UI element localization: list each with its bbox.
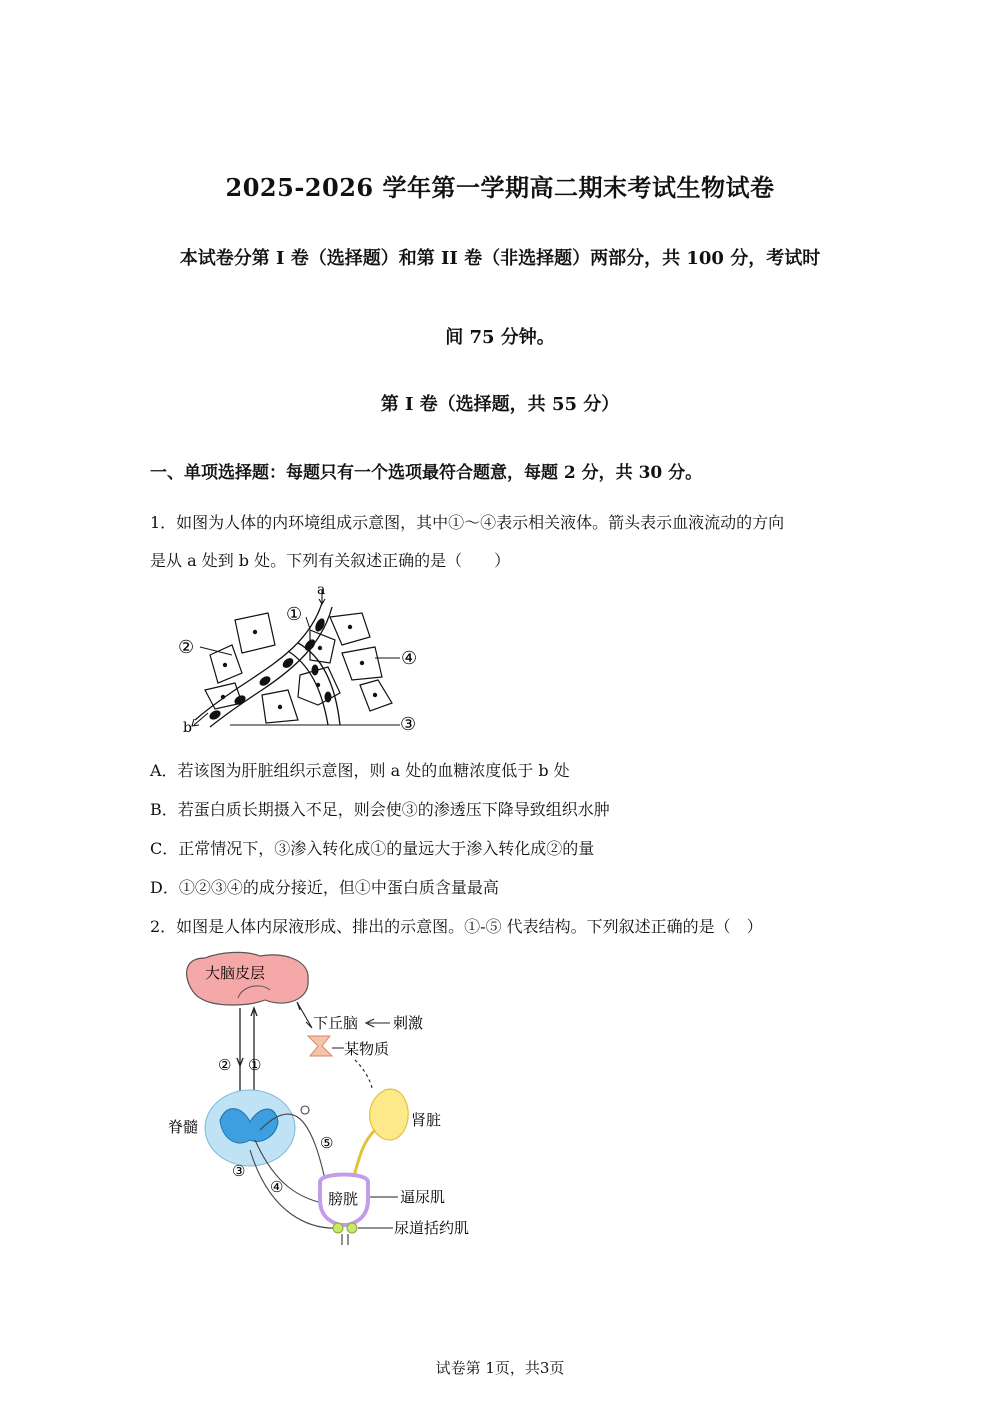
substance-shape xyxy=(308,1036,332,1056)
fig2-num-1: ① xyxy=(248,1056,262,1074)
sphincter-label: 尿道括约肌 xyxy=(394,1219,470,1237)
urine-formation-figure xyxy=(160,950,490,1245)
fig2-num-2: ② xyxy=(218,1056,232,1074)
stimulus-label: 刺激 xyxy=(393,1014,424,1032)
tissue-cells xyxy=(205,613,392,723)
exam-title: 2025-2026 学年第一学期高二期末考试生物试卷 xyxy=(225,173,775,202)
question-1-option-d[interactable]: D．①②③④的成分接近，但①中蛋白质含量最高 xyxy=(150,878,499,897)
fig1-label-1: ① xyxy=(286,604,303,625)
internal-environment-figure xyxy=(170,585,430,740)
fig2-num-3: ③ xyxy=(232,1162,246,1180)
bladder-label: 膀胱 xyxy=(328,1190,359,1208)
kidney-shape xyxy=(370,1089,409,1140)
blood-cells xyxy=(208,617,332,721)
question-1-line-2: 是从 a 处到 b 处。下列有关叙述正确的是（ ） xyxy=(150,551,511,570)
intro-line-1: 本试卷分第 I 卷（选择题）和第 II 卷（非选择题）两部分，共 100 分，考试时 xyxy=(179,248,821,269)
sphincter-left xyxy=(333,1223,343,1233)
question-1-option-a[interactable]: A．若该图为肝脏组织示意图，则 a 处的血糖浓度低于 b 处 xyxy=(150,761,570,780)
fig2-num-5: ⑤ xyxy=(320,1134,334,1152)
fig1-label-2: ② xyxy=(178,637,195,658)
part-1-heading: 第 I 卷（选择题，共 55 分） xyxy=(380,394,620,415)
question-1-line-1: 1．如图为人体的内环境组成示意图，其中①～④表示相关液体。箭头表示血液流动的方向 xyxy=(150,513,785,532)
hormone-arrow xyxy=(355,1060,372,1088)
fig1-label-3: ③ xyxy=(400,714,417,735)
intro-line-2: 间 75 分钟。 xyxy=(445,327,555,348)
substance-label: 某物质 xyxy=(344,1040,390,1058)
fig2-num-4: ④ xyxy=(270,1178,284,1196)
fig1-label-4: ④ xyxy=(401,648,418,669)
label-leaders xyxy=(200,617,400,725)
stimulus-arrow xyxy=(366,1019,390,1027)
fig1-label-a: a xyxy=(317,585,326,598)
fig1-label-b: b xyxy=(183,720,192,736)
hypothalamus-label: 下丘脑 xyxy=(313,1014,359,1032)
brain-hypothalamus-arrow xyxy=(297,1002,312,1028)
sphincter-right xyxy=(347,1223,357,1233)
detrusor-label: 逼尿肌 xyxy=(400,1188,446,1206)
section-1-heading: 一、单项选择题：每题只有一个选项最符合题意，每题 2 分，共 30 分。 xyxy=(150,463,703,483)
spinal-cord-label: 脊髓 xyxy=(168,1118,199,1136)
question-1-option-c[interactable]: C．正常情况下，③渗入转化成①的量远大于渗入转化成②的量 xyxy=(150,839,595,858)
page-footer: 试卷第 1页，共3页 xyxy=(435,1359,565,1377)
question-1-stem xyxy=(150,504,860,580)
question-1-option-b[interactable]: B．若蛋白质长期摄入不足，则会使③的渗透压下降导致组织水肿 xyxy=(150,800,610,819)
brain-label: 大脑皮层 xyxy=(205,964,266,982)
question-2-stem: 2．如图是人体内尿液形成、排出的示意图。①-⑤ 代表结构。下列叙述正确的是（ ） xyxy=(150,917,763,936)
kidney-label: 肾脏 xyxy=(411,1111,442,1129)
